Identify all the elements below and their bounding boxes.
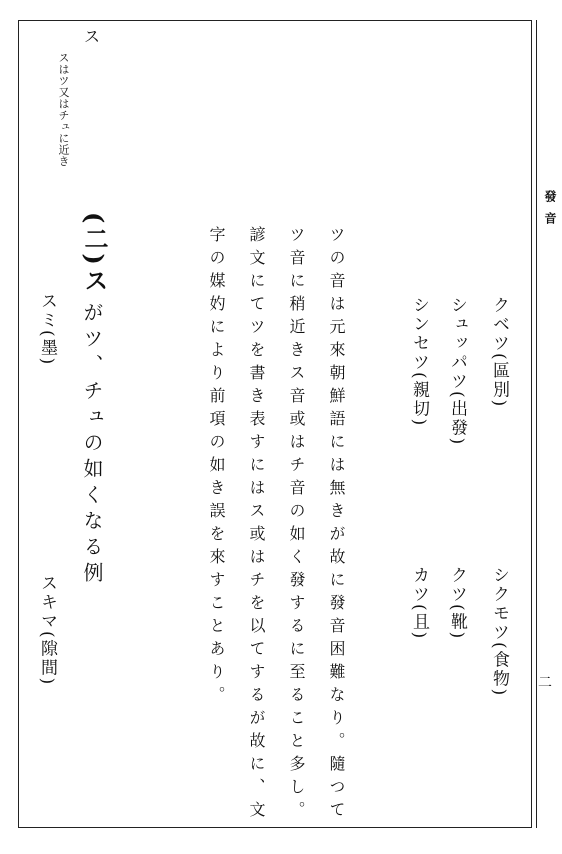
margin-rule: [536, 20, 537, 828]
example-shokumotsu: シクモツ(食物): [489, 566, 509, 698]
explanation-line-2: ツ音に稍近きス音或はチ音の如く發するに至ること多し。: [287, 226, 306, 824]
example-kutsu: クツ(靴): [447, 566, 467, 641]
example-sukima: スキマ(隙間): [37, 574, 57, 687]
example-shinsetsu: シンセツ(親切): [409, 296, 429, 428]
running-head: 發音: [543, 190, 557, 234]
example-sumi: スミ(墨): [37, 292, 57, 367]
section-title-rest: がツ、チュの如くなる例: [80, 302, 104, 588]
page-number: 二: [538, 675, 552, 691]
explanation-line-1: ツの音は元來朝鮮語には無きが故に發音困難なり。隨つて: [327, 226, 346, 824]
explanation-line-3: 諺文にてツを書き表すにはス或はチを以てするが故に、文: [247, 226, 266, 824]
section-kana-header: ス: [84, 27, 101, 46]
explanation-line-4: 字の媒妁により前項の如き誤を來すことあり。: [207, 226, 226, 709]
example-shuppatsu: シュッパツ(出發): [447, 296, 467, 447]
example-kubetsu: クベツ(區別): [489, 296, 509, 409]
marginal-note: スはツ又はチュに近き: [57, 52, 70, 167]
section-title: (二)ス: [80, 212, 109, 295]
example-katsu: カツ(且): [409, 566, 429, 641]
